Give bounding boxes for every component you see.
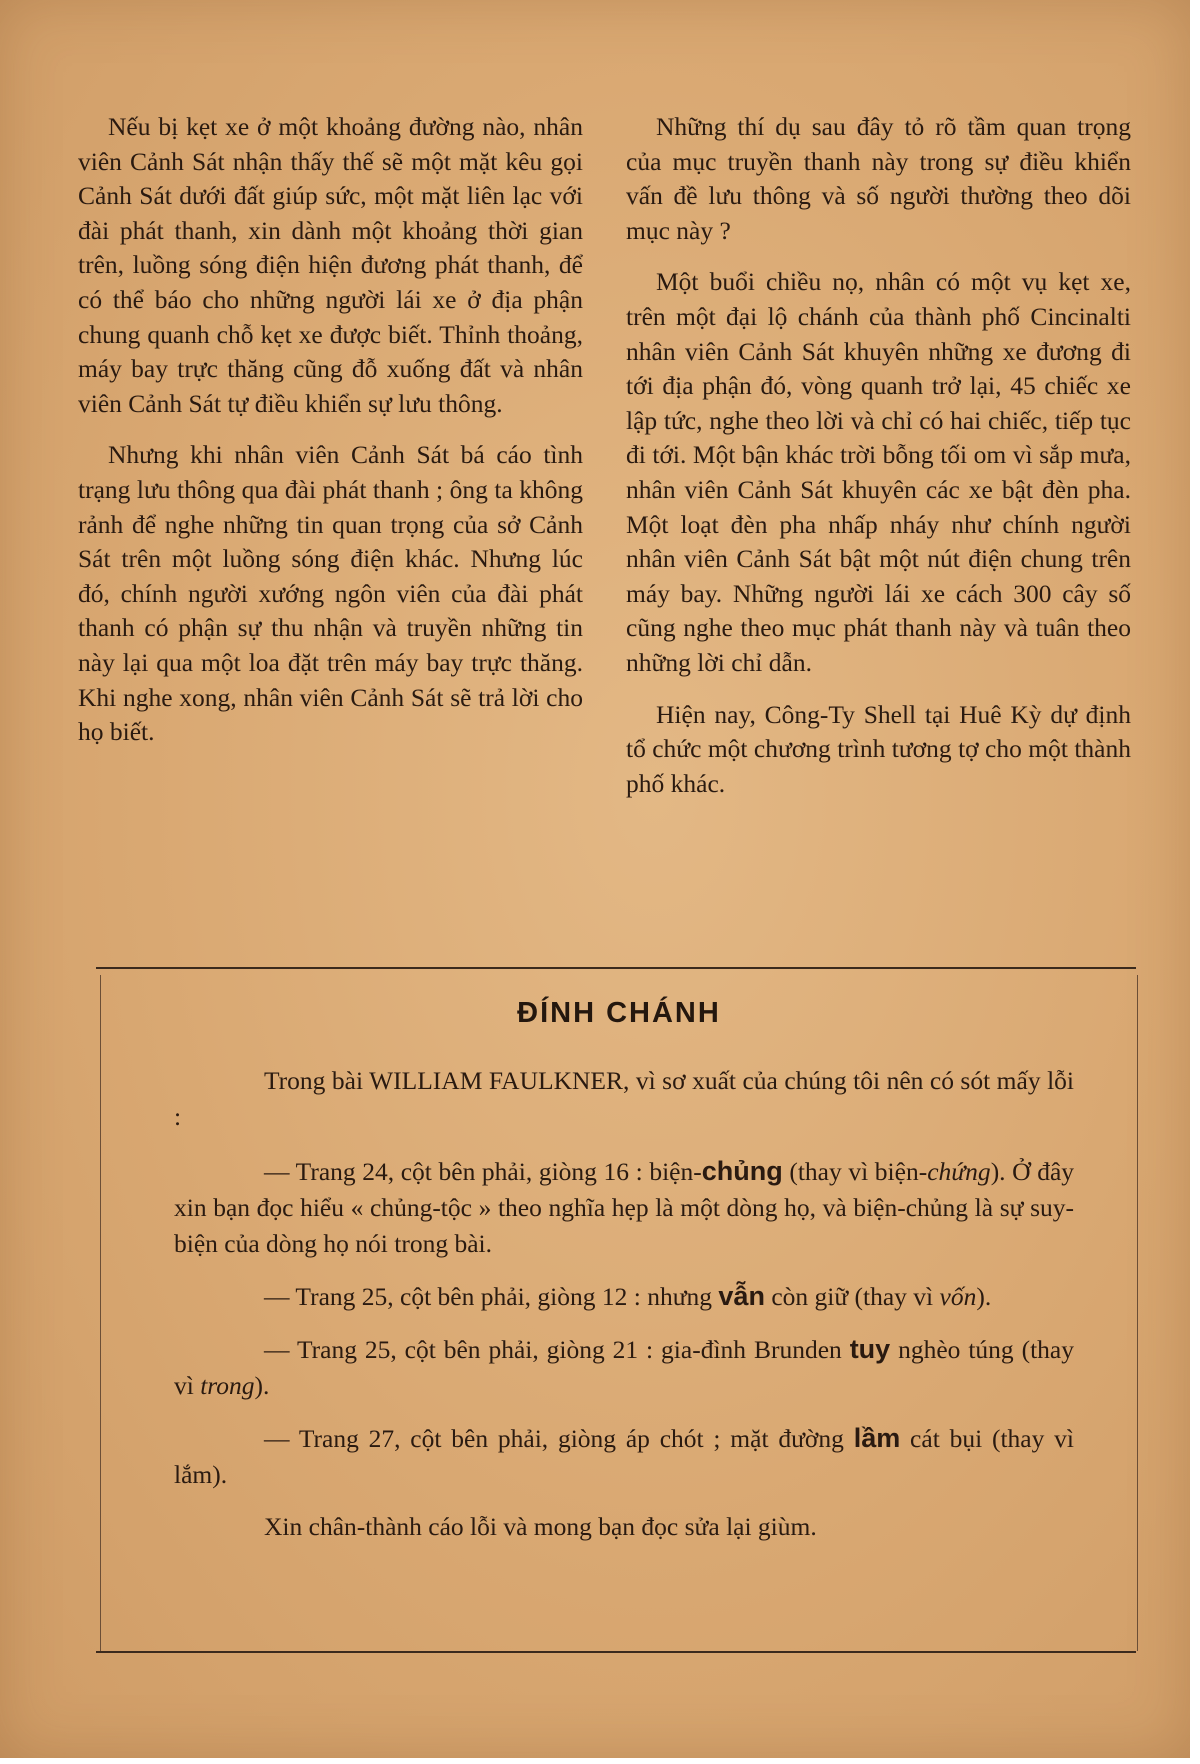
errata-item-4	[174, 1420, 1074, 1493]
errata-text: (thay vì biện-	[782, 1157, 928, 1186]
errata-text: ). Ở đây xin bạn đọc hiểu « chủng-tộc » theo nghĩa hẹp là một dòng họ, và biện-chủng là sự suy-biện của dòng họ nói trong bài.	[174, 1157, 1075, 1258]
paragraph: Một buổi chiều nọ, nhân có một vụ kẹt xe, trên một đại lộ chánh của thành phố Cincinalti nhân viên Cảnh Sát khuyên những xe đương đi tới địa phận đó, vòng quanh trở lại, 45 chiếc xe lập tức, nghe theo lời và chỉ có hai chiếc, tiếp tục đi tới. Một bận khác trời bỗng tối om vì sắp mưa, nhân viên Cảnh Sát khuyên các xe bật đèn pha. Một loạt đèn pha nhấp nháy như chính người nhân viên Cảnh Sát bật một nút điện chung trên máy bay. Những người lái xe cách 300 cây số cũng nghe theo mục phát thanh này và tuân theo những lời chỉ dẫn.	[626, 267, 1131, 677]
errata-correction: lầm	[853, 1423, 901, 1453]
errata-text: — Trang 24, cột bên phải, giòng 16 : biện-	[264, 1157, 702, 1186]
errata-closing: Xin chân-thành cáo lỗi và mong bạn đọc sửa lại giùm.	[264, 1512, 817, 1541]
errata-original: trong	[200, 1371, 255, 1400]
errata-correction: chủng	[701, 1156, 783, 1186]
errata-correction: tuy	[849, 1334, 891, 1364]
errata-item-2	[174, 1278, 1074, 1315]
paragraph: Những thí dụ sau đây tỏ rõ tầm quan trọng của mục truyền thanh này trong sự điều khiển vấn đề lưu thông và số người thường theo dõi mục này ?	[626, 112, 1131, 245]
scan-margin	[1190, 0, 1200, 1764]
article-columns	[78, 110, 1140, 940]
errata-item-1	[174, 1153, 1074, 1262]
errata-text: — Trang 27, cột bên phải, giòng áp chót ; mặt đường	[264, 1424, 854, 1453]
errata-text: cát bụi (thay vì lắm).	[174, 1424, 1074, 1489]
errata-original: vốn	[939, 1282, 977, 1311]
right-column	[626, 110, 1131, 818]
paragraph: Nhưng khi nhân viên Cảnh Sát bá cáo tình trạng lưu thông qua đài phát thanh ; ông ta không rảnh để nghe những tin quan trọng của sở Cảnh Sát trên một luồng sóng điện khác. Nhưng lúc đó, chính người xướng ngôn viên của đài phát thanh có phận sự thu nhận và truyền những tin này lại qua một loa đặt trên máy bay trực thăng. Khi nghe xong, nhân viên Cảnh Sát sẽ trả lời cho họ biết.	[78, 440, 583, 747]
errata-text: nghèo túng (thay vì	[174, 1335, 1074, 1400]
left-column	[78, 110, 583, 767]
paragraph: Hiện nay, Công-Ty Shell tại Huê Kỳ dự định tổ chức một chương trình tương tợ cho một thành phố khác.	[626, 699, 1131, 798]
divider-bottom	[96, 1651, 1136, 1653]
errata-title: ĐÍNH CHÁNH	[517, 997, 721, 1029]
errata-body	[174, 1063, 1074, 1561]
divider-top	[96, 967, 1136, 969]
errata-intro: Trong bài WILLIAM FAULKNER, vì sơ xuất của chúng tôi nên có sót mấy lỗi :	[174, 1066, 1074, 1131]
errata-text: còn giữ (thay vì	[764, 1282, 940, 1311]
paragraph: Nếu bị kẹt xe ở một khoảng đường nào, nhân viên Cảnh Sát nhận thấy thế sẽ một mặt kêu gọi Cảnh Sát dưới đất giúp sức, một mặt liên lạc với đài phát thanh, xin dành một khoảng thời gian trên, luồng sóng điện hiện đương phát thanh, để có thể báo cho những người lái xe ở địa phận chung quanh chỗ kẹt xe được biết. Thỉnh thoảng, máy bay trực thăng cũng đỗ xuống đất và nhân viên Cảnh Sát tự điều khiển sự lưu thông.	[78, 112, 583, 418]
errata-text: — Trang 25, cột bên phải, giòng 21 : gia-đình Brunden	[264, 1335, 850, 1364]
errata-text: — Trang 25, cột bên phải, giòng 12 : nhưng	[264, 1282, 719, 1311]
errata-correction: vẫn	[718, 1281, 765, 1311]
errata-item-3	[174, 1331, 1074, 1404]
errata-box	[100, 975, 1138, 1651]
errata-text: ).	[254, 1371, 270, 1400]
errata-text: ).	[976, 1282, 992, 1311]
errata-original: chứng	[927, 1157, 991, 1186]
